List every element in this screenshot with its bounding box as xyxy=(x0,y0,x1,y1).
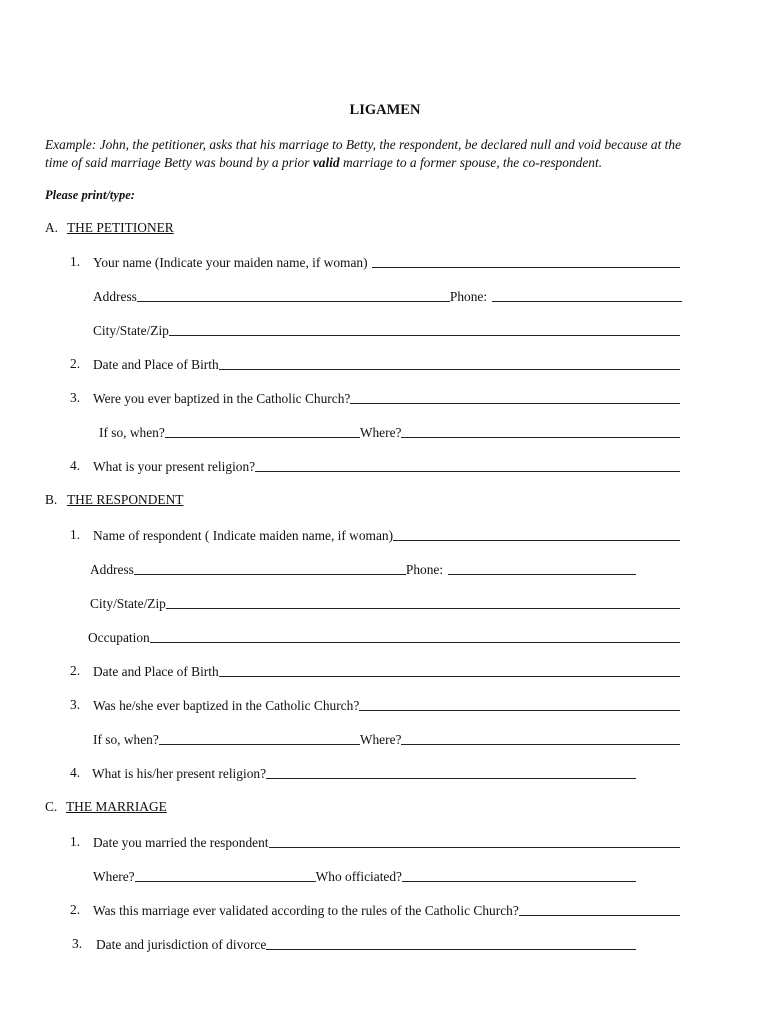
respondent-baptized-label: Was he/she ever baptized in the Catholic Church? xyxy=(93,698,360,713)
respondent-city-field[interactable] xyxy=(166,595,680,609)
respondent-name-row xyxy=(70,526,680,543)
petitioner-name-row xyxy=(70,253,680,270)
petitioner-city-row xyxy=(93,321,680,338)
petitioner-address-field[interactable] xyxy=(137,288,450,302)
petitioner-birth-row xyxy=(70,355,680,372)
item-number: 1. xyxy=(70,834,81,849)
marriage-date-field[interactable] xyxy=(269,834,680,848)
respondent-religion-label: What is his/her present religion? xyxy=(92,766,267,781)
item-number: 2. xyxy=(70,902,81,917)
item-number: 3. xyxy=(72,936,83,951)
respondent-phone-label: Phone: xyxy=(405,562,444,577)
item-number: 1. xyxy=(70,254,81,269)
marriage-place-row xyxy=(93,867,636,884)
section-letter: B. xyxy=(45,492,58,507)
petitioner-when-field[interactable] xyxy=(165,424,360,438)
example-text-1: Example: John, the petitioner, asks that his marriage to Betty, the respondent, be declared null and void because at the time of said marriage Betty was bound by a prior xyxy=(45,137,682,170)
petitioner-religion-field[interactable] xyxy=(255,458,680,472)
petitioner-where-label: Where? xyxy=(359,425,402,440)
petitioner-phone-field[interactable] xyxy=(492,288,682,302)
respondent-baptized-field[interactable] xyxy=(359,697,680,711)
section-respondent xyxy=(45,492,183,508)
respondent-baptized-row xyxy=(70,696,680,713)
marriage-validated-label: Was this marriage ever validated according to the rules of the Catholic Church? xyxy=(93,903,519,918)
respondent-address-label: Address xyxy=(90,562,134,577)
petitioner-birth-field[interactable] xyxy=(219,356,680,370)
marriage-validated-field[interactable] xyxy=(519,902,680,916)
section-title: THE MARRIAGE xyxy=(66,799,167,814)
respondent-name-field[interactable] xyxy=(393,527,680,541)
marriage-divorce-field[interactable] xyxy=(266,936,636,950)
respondent-where-field[interactable] xyxy=(401,731,680,745)
example-text-2: marriage to a former spouse, the co-respondent. xyxy=(339,155,603,170)
marriage-divorce-row xyxy=(72,935,636,952)
petitioner-baptism-details-row xyxy=(99,423,680,440)
marriage-where-label: Where? xyxy=(93,869,135,884)
petitioner-religion-row xyxy=(70,457,680,474)
respondent-occupation-label: Occupation xyxy=(88,630,150,645)
respondent-when-field[interactable] xyxy=(159,731,360,745)
respondent-baptism-details-row xyxy=(93,730,680,747)
section-letter: A. xyxy=(45,220,59,235)
section-letter: C. xyxy=(45,799,58,814)
petitioner-name-label: Your name (Indicate your maiden name, if woman) xyxy=(93,255,368,270)
item-number: 4. xyxy=(70,458,81,473)
petitioner-baptized-field[interactable] xyxy=(350,390,680,404)
respondent-birth-row xyxy=(70,662,680,679)
example-paragraph xyxy=(45,136,690,172)
item-number: 4. xyxy=(70,765,81,780)
respondent-where-label: Where? xyxy=(359,732,402,747)
respondent-birth-field[interactable] xyxy=(219,663,680,677)
item-number: 2. xyxy=(70,663,81,678)
marriage-date-label: Date you married the respondent xyxy=(93,835,269,850)
petitioner-where-field[interactable] xyxy=(401,424,680,438)
petitioner-religion-label: What is your present religion? xyxy=(93,459,256,474)
example-bold-valid: valid xyxy=(312,155,340,170)
petitioner-name-field[interactable] xyxy=(372,254,680,268)
form-title: LIGAMEN xyxy=(349,102,421,118)
marriage-divorce-label: Date and jurisdiction of divorce xyxy=(96,937,267,952)
respondent-occupation-field[interactable] xyxy=(150,629,680,643)
petitioner-baptized-label: Were you ever baptized in the Catholic Church? xyxy=(93,391,351,406)
respondent-religion-row xyxy=(70,764,636,781)
respondent-when-label: If so, when? xyxy=(93,732,159,747)
item-number: 3. xyxy=(70,390,81,405)
respondent-religion-field[interactable] xyxy=(266,765,636,779)
respondent-city-label: City/State/Zip xyxy=(90,596,166,611)
petitioner-address-label: Address xyxy=(93,289,137,304)
petitioner-phone-label: Phone: xyxy=(449,289,488,304)
item-number: 1. xyxy=(70,527,81,542)
section-petitioner xyxy=(45,220,174,236)
petitioner-city-label: City/State/Zip xyxy=(93,323,169,338)
respondent-address-row xyxy=(90,560,636,577)
respondent-occupation-row xyxy=(88,628,680,645)
respondent-city-row xyxy=(90,594,680,611)
section-title: THE PETITIONER xyxy=(67,220,174,235)
respondent-birth-label: Date and Place of Birth xyxy=(93,664,219,679)
marriage-validated-row xyxy=(70,901,680,918)
section-title: THE RESPONDENT xyxy=(67,492,184,507)
item-number: 3. xyxy=(70,697,81,712)
respondent-name-label: Name of respondent ( Indicate maiden name, if woman) xyxy=(93,528,394,543)
marriage-where-field[interactable] xyxy=(135,868,316,882)
marriage-date-row xyxy=(70,833,680,850)
marriage-officiated-label: Who officiated? xyxy=(315,869,403,884)
print-instruction: Please print/type: xyxy=(45,188,135,202)
respondent-phone-field[interactable] xyxy=(448,561,636,575)
petitioner-address-row xyxy=(93,287,682,304)
marriage-officiated-field[interactable] xyxy=(402,868,636,882)
item-number: 2. xyxy=(70,356,81,371)
petitioner-birth-label: Date and Place of Birth xyxy=(93,357,219,372)
section-marriage xyxy=(45,799,167,815)
petitioner-when-label: If so, when? xyxy=(99,425,165,440)
petitioner-city-field[interactable] xyxy=(169,322,680,336)
petitioner-baptized-row xyxy=(70,389,680,406)
respondent-address-field[interactable] xyxy=(134,561,406,575)
